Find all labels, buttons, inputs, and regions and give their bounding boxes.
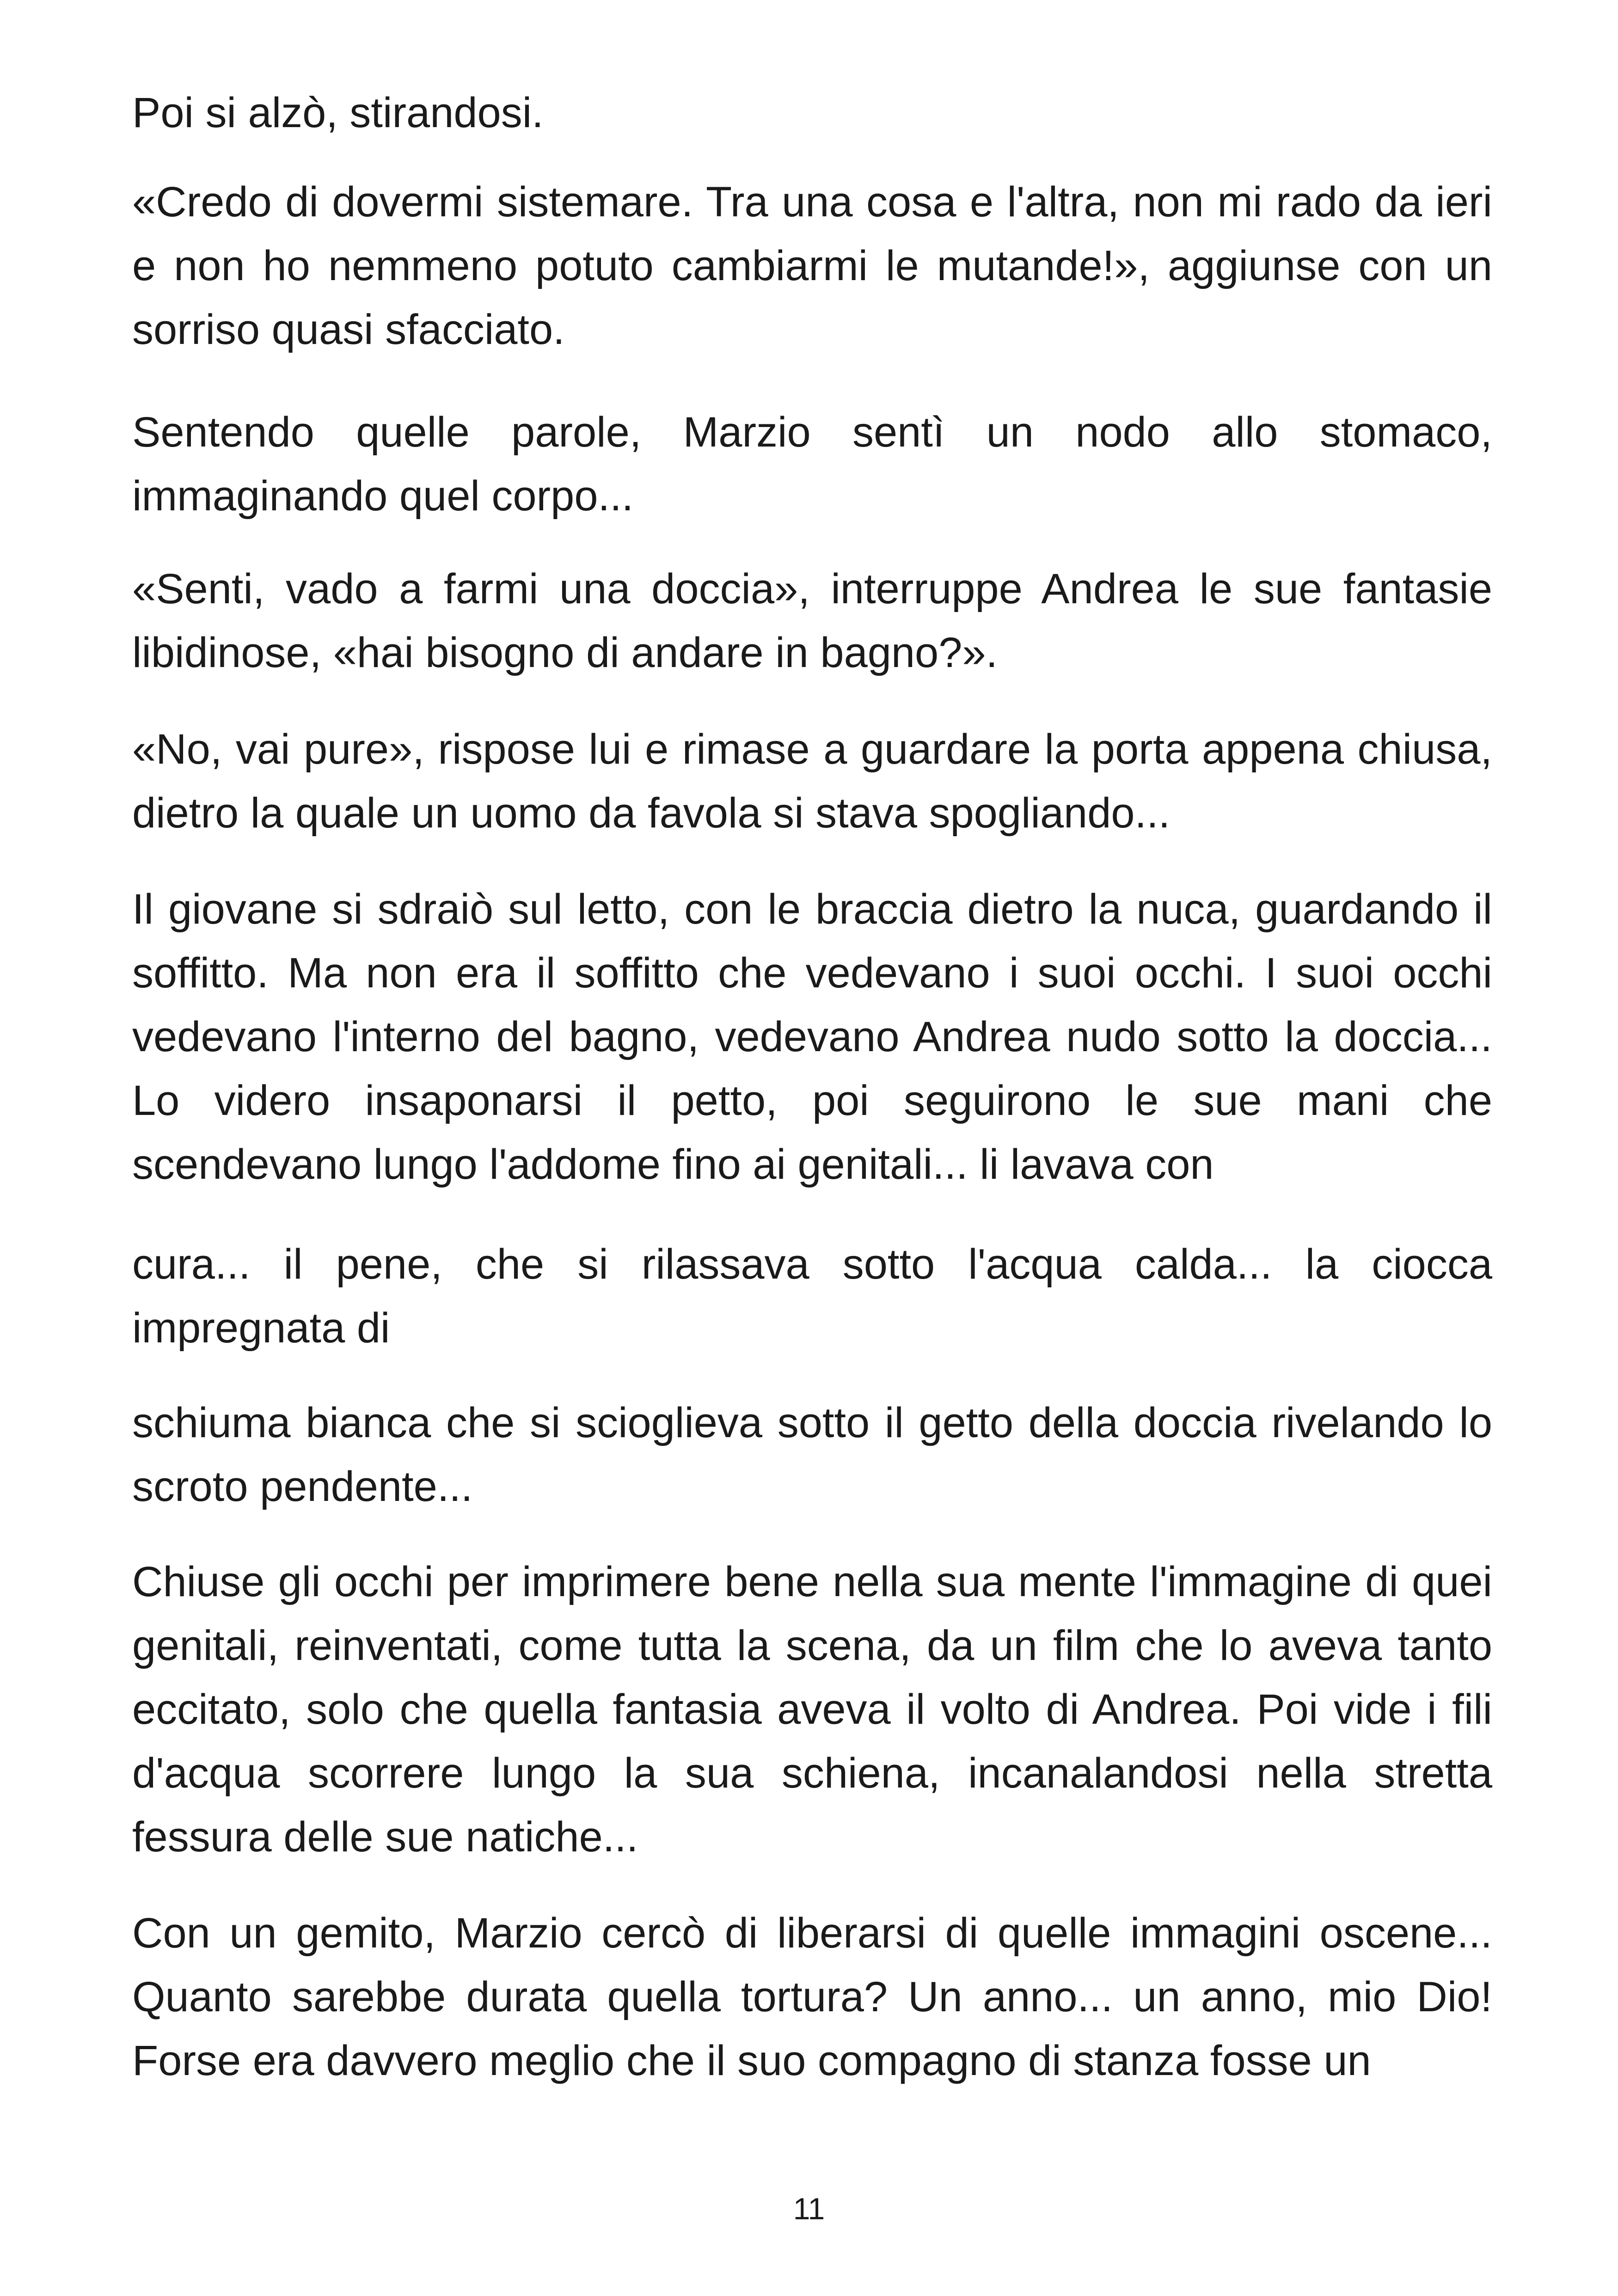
paragraph: Chiuse gli occhi per imprimere bene nella sua mente l'immagine di quei genitali, reinventati, come tutta la scena, da un film che lo aveva tanto eccitato, solo che quella fantasia aveva il volto di Andrea. Poi vide i fili d'acqua scorrere lungo la sua schiena, incanalandosi nella stretta fessura delle sue natiche... [132,1558,1492,1861]
paragraph: «Credo di dovermi sistemare. Tra una cosa e l'altra, non mi rado da ieri e non ho nemmeno potuto cambiarmi le mutande!», aggiunse con un sorriso quasi sfacciato. [132,178,1492,353]
paragraph: cura... il pene, che si rilassava sotto l'acqua calda... la ciocca impregnata di [132,1241,1492,1352]
paragraph: Il giovane si sdraiò sul letto, con le braccia dietro la nuca, guardando il soffitto. Ma non era il soffitto che vedevano i suoi occhi. I suoi occhi vedevano l'interno del bagno, vedevano Andrea nudo sotto la doccia... Lo videro insaponarsi il petto, poi seguirono le sue mani che scendevano lungo l'addome fino ai genitali... li lavava con [132,886,1492,1188]
paragraph: «Senti, vado a farmi una doccia», interruppe Andrea le sue fantasie libidinose, «hai bisogno di andare in bagno?». [132,565,1492,676]
paragraph: «No, vai pure», rispose lui e rimase a guardare la porta appena chiusa, dietro la quale un uomo da favola si stava spogliando... [132,726,1492,837]
page-number: 11 [793,2192,825,2226]
paragraph: Sentendo quelle parole, Marzio sentì un nodo allo stomaco, immaginando quel corpo... [132,409,1492,520]
paragraph: schiuma bianca che si scioglieva sotto il getto della doccia rivelando lo scroto pendente... [132,1399,1492,1510]
paragraph: Poi si alzò, stirandosi. [132,89,544,136]
paragraph: Con un gemito, Marzio cercò di liberarsi di quelle immagini oscene... Quanto sarebbe durata quella tortura? Un anno... un anno, mio Dio! Forse era davvero meglio che il suo compagno di stanza fosse un [132,1910,1492,2084]
